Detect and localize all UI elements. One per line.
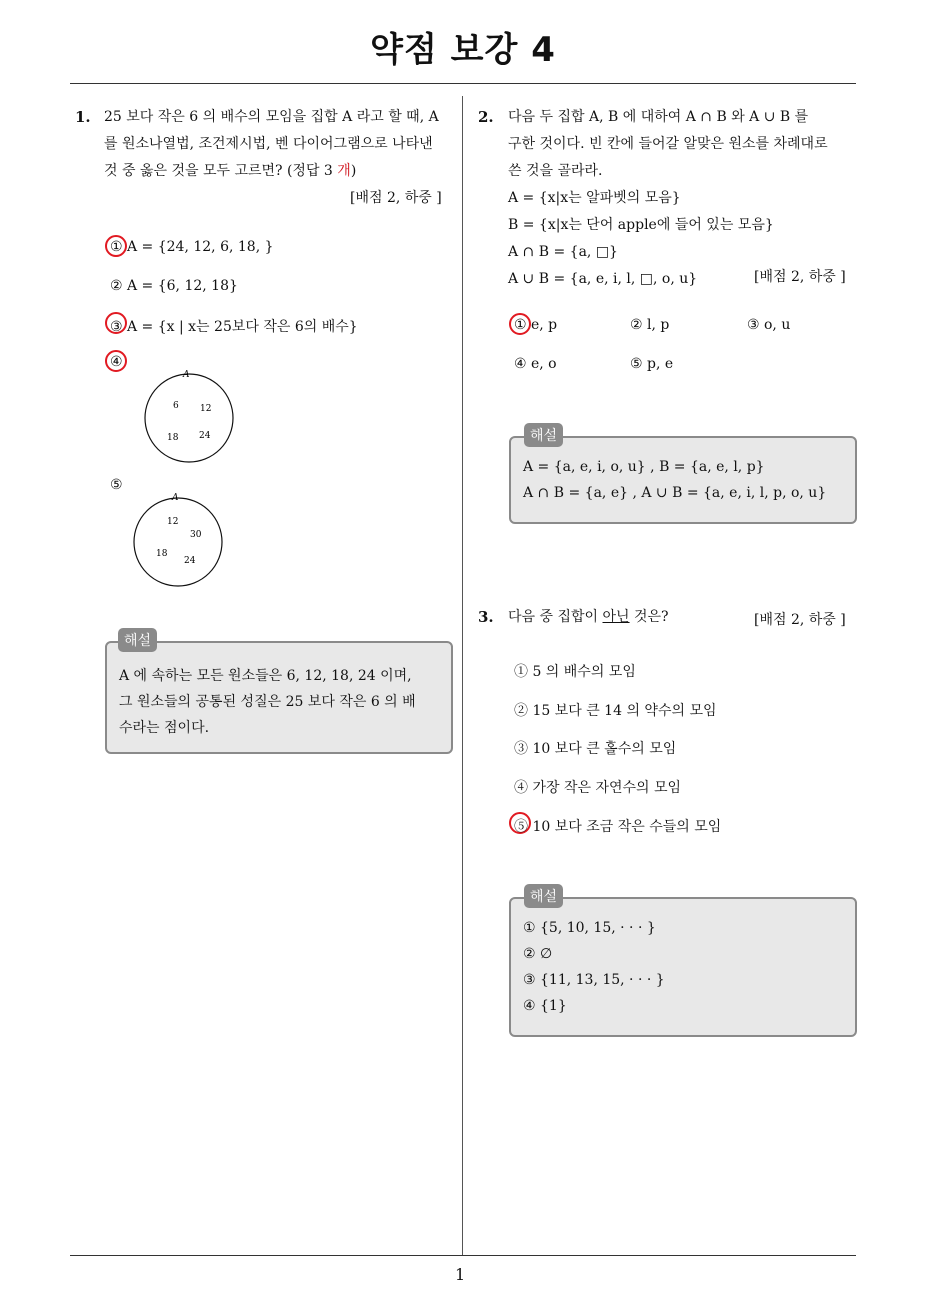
venn-element: 24 xyxy=(199,431,211,441)
solution-line: A ∩ B = {a, e} , A ∪ B = {a, e, i, l, p, o, u} xyxy=(523,485,827,501)
page-number: 1 xyxy=(455,1265,466,1284)
solution-text xyxy=(523,454,853,506)
question-3-meta: [배점 2, 하중 ] xyxy=(754,612,846,628)
solution-text xyxy=(523,915,853,1019)
question-3-option-4[interactable]: ④ 가장 작은 자연수의 모임 xyxy=(514,780,682,796)
union-expression: A ∪ B = {a, e, i, l, □, o, u} xyxy=(508,271,698,287)
venn-element: 6 xyxy=(173,401,179,411)
question-2-option-2[interactable]: ② l, p xyxy=(630,317,670,333)
solution-line: A 에 속하는 모든 원소들은 6, 12, 18, 24 이며, xyxy=(119,668,412,684)
solution-line: A = {a, e, i, o, u} , B = {a, e, l, p} xyxy=(523,459,765,475)
question-2-text-line: 쓴 것을 골라라. xyxy=(508,163,603,179)
venn-diagram-option-4 xyxy=(140,365,240,467)
question-2-text xyxy=(508,104,860,293)
solution-line: 그 원소들의 공통된 성질은 25 보다 작은 6 의 배 xyxy=(119,694,416,710)
solution-label: 해설 xyxy=(118,628,157,652)
column-divider xyxy=(462,96,463,1256)
answer-count-highlight: 개 xyxy=(337,163,351,179)
set-a-definition: A = {x|x는 알파벳의 모음} xyxy=(508,190,681,206)
question-1-option-4[interactable]: ④ xyxy=(110,354,123,370)
page-title: 약점 보강 4 xyxy=(370,30,556,70)
question-1-number: 1. xyxy=(75,108,91,126)
solution-label: 해설 xyxy=(524,884,563,908)
footer-rule xyxy=(70,1255,856,1256)
solution-text xyxy=(119,663,449,741)
question-2-text-line: 다음 두 집합 A, B 에 대하여 A ∩ B 와 A ∪ B 를 xyxy=(508,109,809,125)
venn-element: 12 xyxy=(167,517,179,527)
question-1-text xyxy=(104,104,456,185)
solution-line: ③ {11, 13, 15, · · · } xyxy=(523,972,665,988)
question-1-text-line: 25 보다 작은 6 의 배수의 모임을 집합 A 라고 할 때, A xyxy=(104,109,439,125)
question-1-option-2[interactable]: ② A = {6, 12, 18} xyxy=(110,278,238,294)
solution-label: 해설 xyxy=(524,423,563,447)
question-2-option-1[interactable]: ① e, p xyxy=(514,317,558,333)
question-1-meta: [배점 2, 하중 ] xyxy=(350,190,442,206)
emphasis-underline: 아닌 xyxy=(602,609,630,625)
solution-line: ① {5, 10, 15, · · · } xyxy=(523,920,656,936)
solution-line: ② ∅ xyxy=(523,946,553,962)
venn-element: 24 xyxy=(184,556,196,566)
venn-element: 30 xyxy=(190,530,202,540)
question-1-option-5[interactable]: ⑤ xyxy=(110,477,123,493)
question-1-option-1[interactable]: ① A = {24, 12, 6, 18, } xyxy=(110,239,274,255)
set-b-definition: B = {x|x는 단어 apple에 들어 있는 모음} xyxy=(508,217,774,233)
question-3-option-3[interactable]: ③ 10 보다 큰 홀수의 모임 xyxy=(514,741,677,757)
question-2-option-5[interactable]: ⑤ p, e xyxy=(630,356,674,372)
question-2-option-4[interactable]: ④ e, o xyxy=(514,356,557,372)
question-1-solution-box xyxy=(105,641,453,754)
venn-element: 18 xyxy=(156,549,168,559)
venn-diagram-option-5 xyxy=(130,490,230,590)
question-1-option-3[interactable]: ③ A = {x | x는 25보다 작은 6의 배수} xyxy=(110,319,358,335)
question-3-option-5[interactable]: ⑤ 10 보다 조금 작은 수들의 모임 xyxy=(514,819,722,835)
solution-line: ④ {1} xyxy=(523,998,567,1014)
question-2-solution-box xyxy=(509,436,857,524)
question-2-option-3[interactable]: ③ o, u xyxy=(747,317,791,333)
solution-line: 수라는 점이다. xyxy=(119,720,210,736)
header-rule xyxy=(70,83,856,84)
question-1-text-line: 를 원소나열법, 조건제시법, 벤 다이어그램으로 나타낸 xyxy=(104,136,433,152)
question-3-number: 3. xyxy=(478,608,494,626)
venn-set-label: A xyxy=(183,370,190,380)
question-3-solution-box xyxy=(509,897,857,1037)
venn-element: 12 xyxy=(200,404,212,414)
venn-set-label: A xyxy=(172,493,179,503)
question-2-number: 2. xyxy=(478,108,494,126)
question-3-option-2[interactable]: ② 15 보다 큰 14 의 약수의 모임 xyxy=(514,703,717,719)
intersection-expression: A ∩ B = {a, □} xyxy=(508,244,618,260)
question-2-text-line: 구한 것이다. 빈 칸에 들어갈 알맞은 원소를 차례대로 xyxy=(508,136,828,152)
question-2-meta: [배점 2, 하중 ] xyxy=(754,269,846,285)
venn-element: 18 xyxy=(167,433,179,443)
question-1-text-line: 것 중 옳은 것을 모두 고르면? (정답 3 개) xyxy=(104,163,357,179)
question-3-option-1[interactable]: ① 5 의 배수의 모임 xyxy=(514,664,636,680)
question-3-text: 다음 중 집합이 아닌 것은? xyxy=(508,609,669,625)
